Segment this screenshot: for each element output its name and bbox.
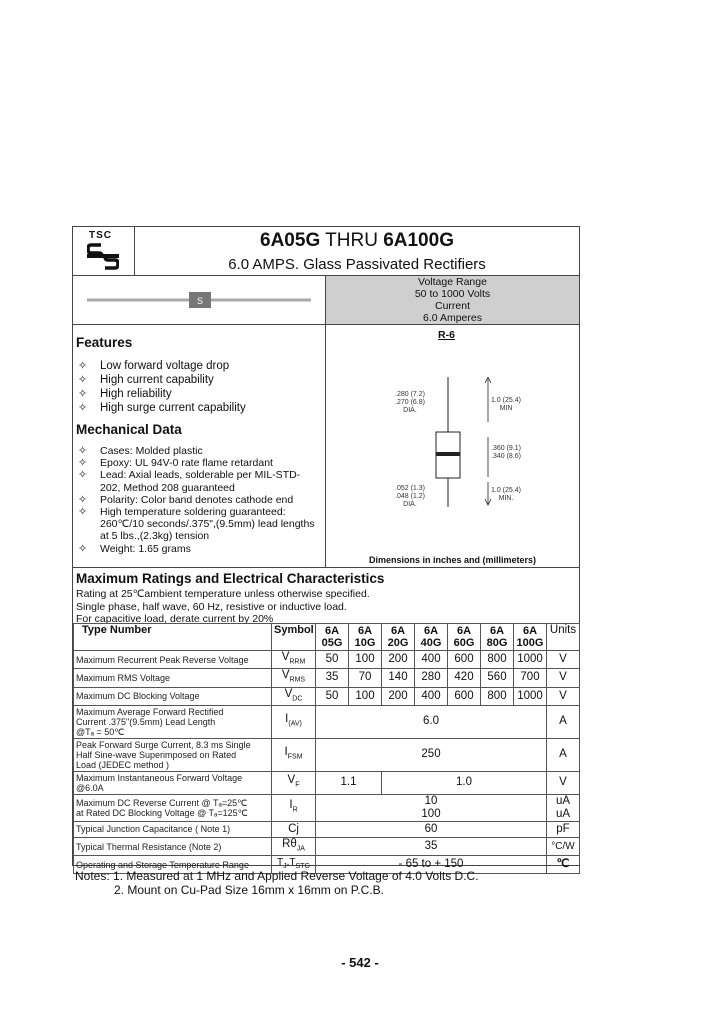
list-item <box>76 506 315 518</box>
cell-value: 140 <box>382 669 415 687</box>
cell-value: 60 <box>316 821 547 837</box>
unit-line: uA <box>555 807 571 820</box>
header-part <box>481 624 514 651</box>
bullet-icon: ✧ <box>78 469 88 482</box>
cell-value: 400 <box>415 651 448 669</box>
bullet-icon: ✧ <box>78 374 88 386</box>
part-prefix: 6A <box>522 625 538 637</box>
cell-unit: A <box>547 705 580 738</box>
symbol-sub: RRM <box>289 658 306 666</box>
bullet-icon: ✧ <box>78 493 88 506</box>
cell-value: 560 <box>481 669 514 687</box>
desc-line: @Tₐ = 50℃ <box>76 726 125 737</box>
cell-value: 6.0 <box>316 705 547 738</box>
dim-text: DIA. <box>403 501 417 508</box>
cell-value: 70 <box>349 669 382 687</box>
desc-line: Load (JEDEC method ) <box>76 759 170 770</box>
cell-value: 1.0 <box>382 771 547 794</box>
row-description: Maximum DC Blocking Voltage <box>74 687 272 705</box>
row-description: Operating and Storage Temperature Range <box>74 856 272 874</box>
feature-text: Low forward voltage drop <box>100 360 230 372</box>
spec-summary-box <box>326 276 579 324</box>
table-header-row <box>74 624 580 651</box>
bullet-icon: ✧ <box>78 360 88 372</box>
part-prefix: 6A <box>324 625 340 637</box>
dim-body-diameter <box>395 391 425 415</box>
header-part <box>415 624 448 651</box>
list-item <box>76 543 315 555</box>
note-1: Notes: 1. Measured at 1 MHz and Applied Reverse Voltage of 4.0 Volts D.C. <box>75 869 479 883</box>
cell-value: 600 <box>448 651 481 669</box>
title-thru: THRU <box>320 230 384 251</box>
symbol-main: V <box>287 774 296 787</box>
table-row <box>74 738 580 771</box>
feature-text: High reliability <box>100 388 172 400</box>
symbol-main: V <box>281 669 290 682</box>
row-description <box>74 771 272 794</box>
symbol-main: V <box>281 651 290 663</box>
cell-value: 250 <box>316 738 547 771</box>
symbol-main: T <box>277 857 284 869</box>
cell-unit: °C/W <box>547 837 580 855</box>
part-suffix: 20G <box>387 637 409 649</box>
mech-text: Weight: 1.65 grams <box>100 542 191 555</box>
mech-text: 260℃/10 seconds/.375",(9.5mm) lead lengths <box>100 518 315 531</box>
symbol-sub: (AV) <box>288 720 302 728</box>
cell-value: 400 <box>415 687 448 705</box>
desc-line: Current .375"(9.5mm) Lead Length <box>76 716 216 727</box>
row-symbol <box>272 837 316 855</box>
cell-value: 600 <box>448 687 481 705</box>
mech-text: 202, Method 208 guaranteed <box>100 481 235 494</box>
voltage-range-label: Voltage Range <box>418 276 487 288</box>
svg-text:S: S <box>196 296 204 306</box>
symbol-sub: F <box>295 781 300 789</box>
part-prefix: 6A <box>390 625 406 637</box>
header-part <box>382 624 415 651</box>
list-item <box>76 482 315 494</box>
desc-line: Peak Forward Surge Current, 8.3 ms Single <box>76 739 251 750</box>
cell-value: 700 <box>514 669 547 687</box>
list-item <box>76 401 246 415</box>
value-line: 100 <box>421 807 441 820</box>
dim-text: .360 (9.1) <box>491 445 521 452</box>
dim-text: .340 (8.6) <box>491 453 521 460</box>
header-type-number: Type Number <box>74 624 272 651</box>
part-suffix: 80G <box>486 637 508 649</box>
cell-value: 35 <box>316 669 349 687</box>
header-part <box>316 624 349 651</box>
part-prefix: 6A <box>423 625 439 637</box>
mech-text: Lead: Axial leads, solderable per MIL-STD- <box>100 469 301 482</box>
cell-value: 50 <box>316 651 349 669</box>
title-first-part: 6A05G <box>260 230 321 251</box>
desc-line: Maximum DC Reverse Current @ Tₐ=25℃ <box>76 797 248 808</box>
list-item <box>76 387 246 401</box>
datasheet-frame <box>72 226 580 871</box>
package-name: R-6 <box>438 329 455 341</box>
symbol-sub: J <box>283 863 287 871</box>
part-prefix: 6A <box>357 625 373 637</box>
bullet-icon: ✧ <box>78 445 88 457</box>
table-row <box>74 651 580 669</box>
unit-line: uA <box>555 794 571 807</box>
row-symbol <box>272 687 316 705</box>
cell-value: 420 <box>448 669 481 687</box>
cell-value: 100 <box>349 651 382 669</box>
part-suffix: 40G <box>420 637 442 649</box>
list-item <box>76 530 315 542</box>
ratings-note: Rating at 25℃ambient temperature unless otherwise specified. <box>76 588 370 600</box>
bullet-icon: ✧ <box>78 402 88 414</box>
logo-text: TSC <box>89 230 112 241</box>
row-description: Typical Junction Capacitance ( Note 1) <box>74 821 272 837</box>
mech-text: High temperature soldering guaranteed: <box>100 506 286 519</box>
ratings-title: Maximum Ratings and Electrical Characteristics <box>76 571 385 586</box>
mechanical-list <box>76 445 315 555</box>
bullet-icon: ✧ <box>78 388 88 400</box>
ratings-note: Single phase, half wave, 60 Hz, resistive or inductive load. <box>76 601 347 613</box>
symbol-sub: STG <box>295 863 310 871</box>
symbol-sub: DC <box>292 694 303 702</box>
cell-value: 800 <box>481 651 514 669</box>
part-suffix: 10G <box>354 637 376 649</box>
row-symbol <box>272 771 316 794</box>
table-row <box>74 821 580 837</box>
row-description: Maximum RMS Voltage <box>74 669 272 687</box>
header-part <box>349 624 382 651</box>
dim-text: 1.0 (25.4) <box>491 487 521 494</box>
header-units: Units <box>547 624 580 651</box>
divider <box>73 324 579 325</box>
list-item <box>76 494 315 506</box>
cell-value: 800 <box>481 687 514 705</box>
dim-text: DIA. <box>403 407 417 414</box>
list-item <box>76 457 315 469</box>
page-number: - 542 - <box>341 955 379 970</box>
table-row <box>74 837 580 855</box>
part-suffix: 60G <box>453 637 475 649</box>
header-part <box>514 624 547 651</box>
desc-line: @6.0A <box>76 782 104 793</box>
current-label: Current <box>434 300 470 312</box>
row-symbol <box>272 669 316 687</box>
desc-line: Maximum Instantaneous Forward Voltage <box>76 772 243 783</box>
cell-unit: ℃ <box>547 856 580 874</box>
cell-value: 50 <box>316 687 349 705</box>
row-symbol <box>272 794 316 821</box>
row-description <box>74 738 272 771</box>
mech-text: at 5 lbs.,(2.3kg) tension <box>100 530 210 543</box>
mech-text: Polarity: Color band denotes cathode end <box>100 493 294 506</box>
symbol-sub: RMS <box>289 676 306 684</box>
dim-text: .052 (1.3) <box>395 485 425 492</box>
table-row <box>74 705 580 738</box>
header-part <box>448 624 481 651</box>
symbol-main: Rθ <box>282 837 297 850</box>
dim-lead-diameter <box>395 485 425 509</box>
symbol-sub: R <box>292 806 298 814</box>
row-symbol: Cj <box>272 821 316 837</box>
bullet-icon: ✧ <box>78 506 88 519</box>
features-list <box>76 359 246 415</box>
divider <box>73 567 579 568</box>
dim-text: MIN <box>499 405 513 412</box>
cell-unit <box>547 794 580 821</box>
symbol-main: ,T <box>286 857 296 869</box>
dim-text: .048 (1.2) <box>395 493 425 500</box>
cell-unit: V <box>547 669 580 687</box>
cell-unit: A <box>547 738 580 771</box>
row-description: Typical Thermal Resistance (Note 2) <box>74 837 272 855</box>
symbol-sub: FSM <box>287 753 303 761</box>
row-description <box>74 705 272 738</box>
cell-value: 1000 <box>514 687 547 705</box>
cell-value: 1.1 <box>316 771 382 794</box>
cell-value <box>316 794 547 821</box>
voltage-range-value: 50 to 1000 Volts <box>414 288 491 300</box>
dim-body-length <box>491 445 521 461</box>
feature-text: High current capability <box>100 374 214 386</box>
ratings-note: For capacitive load, derate current by 20% <box>76 613 274 625</box>
symbol-main: I <box>284 746 288 759</box>
feature-text: High surge current capability <box>100 402 246 414</box>
symbol-sub: JA <box>296 845 305 853</box>
dim-text: 1.0 (25.4) <box>491 397 521 404</box>
mech-text: Cases: Molded plastic <box>100 445 203 457</box>
cell-unit: V <box>547 651 580 669</box>
row-symbol <box>272 705 316 738</box>
row-symbol <box>272 651 316 669</box>
package-outline-drawing <box>433 377 463 507</box>
desc-line: Half Sine-wave Superimposed on Rated <box>76 749 237 760</box>
cell-value: 100 <box>349 687 382 705</box>
subtitle: 6.0 AMPS. Glass Passivated Rectifiers <box>228 256 486 273</box>
desc-line: Maximum Average Forward Rectified <box>76 706 224 717</box>
cell-value: 200 <box>382 651 415 669</box>
list-item <box>76 469 315 481</box>
current-value: 6.0 Amperes <box>423 312 482 324</box>
row-description <box>74 794 272 821</box>
row-symbol <box>272 738 316 771</box>
table-row <box>74 771 580 794</box>
part-prefix: 6A <box>489 625 505 637</box>
cell-unit: V <box>547 771 580 794</box>
title-last-part: 6A100G <box>383 230 454 251</box>
mechanical-title: Mechanical Data <box>76 422 182 437</box>
symbol-main: I <box>285 713 289 726</box>
part-suffix: 100G <box>516 637 544 649</box>
cell-value: - 65 to + 150 <box>316 856 547 874</box>
note-2: 2. Mount on Cu-Pad Size 16mm x 16mm on P.C.B. <box>114 883 384 897</box>
symbol-main: I <box>289 799 293 812</box>
features-title: Features <box>76 335 133 350</box>
dim-text: .280 (7.2) <box>395 391 425 398</box>
list-item <box>76 359 246 373</box>
part-suffix: 05G <box>321 637 343 649</box>
cell-value: 200 <box>382 687 415 705</box>
list-item <box>76 445 315 457</box>
cell-value: 35 <box>316 837 547 855</box>
company-logo-icon <box>87 243 119 270</box>
cell-unit: pF <box>547 821 580 837</box>
table-row <box>74 794 580 821</box>
dim-text: MIN. <box>498 495 514 502</box>
cell-value: 280 <box>415 669 448 687</box>
diode-image <box>87 289 311 311</box>
table-row <box>74 687 580 705</box>
list-item <box>76 518 315 530</box>
page-title <box>135 230 579 252</box>
row-description: Maximum Recurrent Peak Reverse Voltage <box>74 651 272 669</box>
bullet-icon: ✧ <box>78 457 88 470</box>
dim-lead-length <box>491 397 521 413</box>
symbol-main: V <box>284 687 293 700</box>
dimension-caption: Dimensions in inches and (millimeters) <box>368 555 537 565</box>
header-symbol: Symbol <box>272 624 316 651</box>
cell-value: 1000 <box>514 651 547 669</box>
desc-line: at Rated DC Blocking Voltage @ Tₐ=125℃ <box>76 807 248 818</box>
list-item <box>76 373 246 387</box>
value-line: 10 <box>424 794 438 807</box>
bullet-icon: ✧ <box>78 542 88 555</box>
cell-unit: V <box>547 687 580 705</box>
dim-lead-length-2 <box>491 487 521 503</box>
ratings-table <box>73 623 580 874</box>
part-prefix: 6A <box>456 625 472 637</box>
mech-text: Epoxy: UL 94V-0 rate flame retardant <box>100 457 273 470</box>
table-row <box>74 669 580 687</box>
dim-text: .270 (6.8) <box>395 399 425 406</box>
